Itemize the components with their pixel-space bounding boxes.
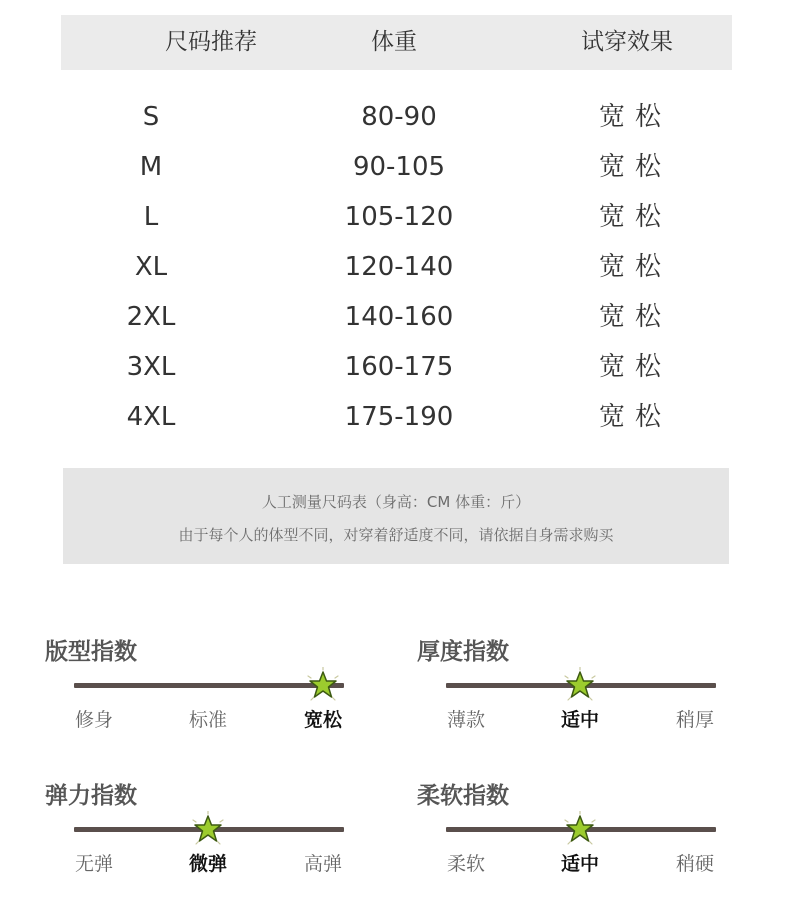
index-option-high: 宽松 (303, 709, 342, 731)
table-row (0, 92, 790, 142)
index-option-high: 高弹 (303, 853, 342, 875)
index-option-mid: 适中 (560, 853, 599, 875)
index-option-low: 薄款 (446, 709, 485, 731)
index-fit (45, 633, 345, 753)
fit-cell: 宽松 (598, 102, 671, 132)
index-option-mid: 适中 (560, 709, 599, 731)
index-title: 版型指数 (45, 639, 137, 665)
header-size-recommend: 尺码推荐 (165, 29, 257, 55)
star-icon (190, 811, 226, 847)
index-option-high: 稍硬 (675, 853, 714, 875)
table-row (0, 142, 790, 192)
index-option-low: 柔软 (446, 853, 485, 875)
star-icon (562, 667, 598, 703)
weight-cell: 80-90 (361, 102, 437, 132)
table-row (0, 342, 790, 392)
header-weight: 体重 (371, 29, 417, 55)
fit-cell: 宽松 (598, 402, 671, 432)
index-softness (417, 777, 717, 897)
note-measurement-units: 人工测量尺码表（身高：CM 体重：斤） (261, 493, 531, 511)
index-title: 柔软指数 (417, 783, 509, 809)
table-row (0, 242, 790, 292)
size-cell: 4XL (126, 402, 176, 432)
size-table-header (61, 15, 732, 70)
weight-cell: 120-140 (344, 252, 454, 282)
size-cell: 3XL (126, 352, 176, 382)
table-row (0, 192, 790, 242)
size-cell: S (142, 102, 160, 132)
table-row (0, 392, 790, 442)
star-icon (562, 811, 598, 847)
weight-cell: 90-105 (352, 152, 446, 182)
size-cell: M (139, 152, 163, 182)
size-cell: L (143, 202, 159, 232)
table-row (0, 292, 790, 342)
size-cell: XL (134, 252, 168, 282)
fit-cell: 宽松 (598, 152, 671, 182)
fit-cell: 宽松 (598, 202, 671, 232)
fit-cell: 宽松 (598, 252, 671, 282)
index-thickness (417, 633, 717, 753)
measurement-note (63, 468, 729, 564)
weight-cell: 175-190 (344, 402, 454, 432)
size-cell: 2XL (126, 302, 176, 332)
index-option-high: 稍厚 (675, 709, 714, 731)
index-option-low: 无弹 (74, 853, 113, 875)
index-scale-bar (74, 683, 344, 688)
index-option-mid: 微弹 (188, 853, 227, 875)
index-option-mid: 标准 (188, 709, 227, 731)
fit-cell: 宽松 (598, 302, 671, 332)
index-title: 弹力指数 (45, 783, 137, 809)
index-elasticity (45, 777, 345, 897)
index-title: 厚度指数 (417, 639, 509, 665)
note-disclaimer: 由于每个人的体型不同，对穿着舒适度不同，请依据自身需求购买 (178, 526, 614, 544)
weight-cell: 140-160 (344, 302, 454, 332)
fit-cell: 宽松 (598, 352, 671, 382)
header-try-on-effect: 试穿效果 (581, 29, 673, 55)
weight-cell: 105-120 (344, 202, 454, 232)
star-icon (305, 667, 341, 703)
weight-cell: 160-175 (344, 352, 454, 382)
index-option-low: 修身 (74, 709, 113, 731)
